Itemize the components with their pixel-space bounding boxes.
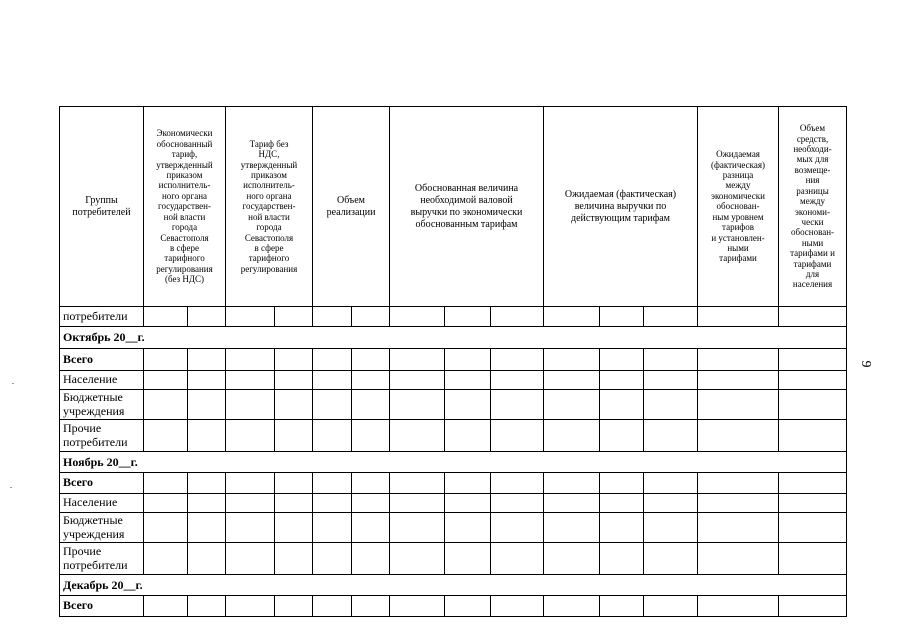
row-label-text: Население <box>63 372 118 387</box>
table-row <box>60 349 847 371</box>
table-cell[interactable] <box>600 390 644 420</box>
table-cell[interactable] <box>491 543 544 575</box>
month-label: Октябрь 20__г. <box>60 327 847 349</box>
table-cell[interactable] <box>313 494 352 513</box>
row-label <box>60 307 144 327</box>
table-cell[interactable] <box>544 513 600 543</box>
table-cell[interactable] <box>352 543 390 575</box>
row-label <box>60 371 144 390</box>
table-cell[interactable] <box>779 596 847 617</box>
table-cell[interactable] <box>491 307 544 327</box>
table-cell[interactable] <box>313 596 352 617</box>
table-cell[interactable] <box>445 349 491 371</box>
row-label-text: Прочие потребители <box>63 421 128 449</box>
table-cell[interactable] <box>390 371 445 390</box>
table-cell[interactable] <box>275 390 313 420</box>
table-cell[interactable] <box>779 543 847 575</box>
table-cell[interactable] <box>352 513 390 543</box>
table-cell[interactable] <box>352 307 390 327</box>
table-cell[interactable] <box>352 420 390 452</box>
table-cell[interactable] <box>544 494 600 513</box>
row-label <box>60 349 144 371</box>
table-cell[interactable] <box>226 390 275 420</box>
table-cell[interactable] <box>779 349 847 371</box>
table-cell[interactable] <box>226 513 275 543</box>
table-cell[interactable] <box>600 494 644 513</box>
table-cell[interactable] <box>544 390 600 420</box>
table-cell[interactable] <box>600 543 644 575</box>
table-cell[interactable] <box>644 494 698 513</box>
table-cell[interactable] <box>390 513 445 543</box>
table-cell[interactable] <box>226 349 275 371</box>
table-cell[interactable] <box>390 596 445 617</box>
table-cell[interactable] <box>698 494 779 513</box>
table-cell[interactable] <box>698 543 779 575</box>
table-cell[interactable] <box>144 390 188 420</box>
table-cell[interactable] <box>600 307 644 327</box>
row-label-text: Всего <box>63 351 93 366</box>
table-row <box>60 513 847 543</box>
header-sales-volume: Объем реализации <box>313 107 390 307</box>
table-cell[interactable] <box>491 349 544 371</box>
table-cell[interactable] <box>544 349 600 371</box>
table-cell[interactable] <box>544 420 600 452</box>
table-row <box>60 543 847 575</box>
table-cell[interactable] <box>445 494 491 513</box>
table-cell[interactable] <box>445 543 491 575</box>
table-cell[interactable] <box>226 371 275 390</box>
table-cell[interactable] <box>313 349 352 371</box>
table-cell[interactable] <box>144 473 188 494</box>
table-cell[interactable] <box>226 543 275 575</box>
tariff-table <box>59 106 847 617</box>
table-cell[interactable] <box>544 596 600 617</box>
row-label <box>60 390 144 420</box>
header-justified-revenue: Обоснованная величина необходимой валовой выручки по экономически обоснованным тарифам <box>390 107 544 307</box>
table-cell[interactable] <box>779 494 847 513</box>
table-cell[interactable] <box>600 596 644 617</box>
table-cell[interactable] <box>390 390 445 420</box>
table-cell[interactable] <box>390 494 445 513</box>
table-cell[interactable] <box>544 307 600 327</box>
table-cell[interactable] <box>313 513 352 543</box>
table-cell[interactable] <box>698 473 779 494</box>
table-cell[interactable] <box>188 307 226 327</box>
header-consumer-groups: Группы потребителей <box>60 107 144 307</box>
table-cell[interactable] <box>698 371 779 390</box>
page-number: 9 <box>858 360 873 368</box>
table-cell[interactable] <box>600 420 644 452</box>
table-cell[interactable] <box>390 307 445 327</box>
table-cell[interactable] <box>779 420 847 452</box>
table-cell[interactable] <box>188 513 226 543</box>
table-cell[interactable] <box>144 349 188 371</box>
table-cell[interactable] <box>491 390 544 420</box>
row-label-text: потребители <box>63 308 128 323</box>
table-cell[interactable] <box>275 371 313 390</box>
table-cell[interactable] <box>226 494 275 513</box>
table-cell[interactable] <box>188 390 226 420</box>
table-cell[interactable] <box>313 420 352 452</box>
month-header-row <box>60 452 847 473</box>
table-cell[interactable] <box>544 473 600 494</box>
table-cell[interactable] <box>698 596 779 617</box>
table-cell[interactable] <box>352 473 390 494</box>
table-cell[interactable] <box>445 390 491 420</box>
table-cell[interactable] <box>445 420 491 452</box>
table-cell[interactable] <box>188 420 226 452</box>
table-cell[interactable] <box>188 596 226 617</box>
table-cell[interactable] <box>188 473 226 494</box>
table-cell[interactable] <box>644 543 698 575</box>
table-cell[interactable] <box>600 371 644 390</box>
table-cell[interactable] <box>491 513 544 543</box>
table-cell[interactable] <box>644 420 698 452</box>
row-label-text: Всего <box>63 598 93 613</box>
row-label <box>60 494 144 513</box>
table-cell[interactable] <box>144 494 188 513</box>
table-cell[interactable] <box>390 420 445 452</box>
table-cell[interactable] <box>144 371 188 390</box>
month-label: Декабрь 20__г. <box>60 575 847 596</box>
table-cell[interactable] <box>226 420 275 452</box>
table-cell[interactable] <box>313 371 352 390</box>
header-econ-tariff: Экономически обоснованный тариф, утвержденный приказом исполнитель- ного органа государствен- ной власти города Севастополя в сфере тарифного регулирования (без НДС) <box>144 107 226 307</box>
table-cell[interactable] <box>275 494 313 513</box>
table-row <box>60 420 847 452</box>
table-cell[interactable] <box>144 596 188 617</box>
table-cell[interactable] <box>188 349 226 371</box>
table-cell[interactable] <box>491 494 544 513</box>
table-cell[interactable] <box>698 420 779 452</box>
table-row <box>60 494 847 513</box>
table-cell[interactable] <box>144 543 188 575</box>
table-cell[interactable] <box>313 307 352 327</box>
row-label-text: Прочие потребители <box>63 544 128 572</box>
row-label <box>60 420 144 452</box>
table-cell[interactable] <box>390 543 445 575</box>
table-cell[interactable] <box>144 420 188 452</box>
header-tariff-no-vat: Тариф без НДС, утвержденный приказом исполнитель- ного органа государствен- ной власти города Севастополя в сфере тарифного регулирования <box>226 107 313 307</box>
table-cell[interactable] <box>313 473 352 494</box>
table-cell[interactable] <box>352 390 390 420</box>
table-cell[interactable] <box>644 371 698 390</box>
table-cell[interactable] <box>698 307 779 327</box>
table-cell[interactable] <box>644 473 698 494</box>
table-cell[interactable] <box>644 307 698 327</box>
header-expected-difference: Ожидаемая (фактическая) разница между экономически обоснован- ным уровнем тарифов и установлен- ными тарифами <box>698 107 779 307</box>
row-label <box>60 513 144 543</box>
table-cell[interactable] <box>445 596 491 617</box>
table-cell[interactable] <box>352 371 390 390</box>
table-cell[interactable] <box>275 420 313 452</box>
table-cell[interactable] <box>779 473 847 494</box>
scan-speck <box>12 383 14 384</box>
header-compensation-volume: Объем средств, необходи- мых для возмеще- ния разницы между экономи- чески обоснован- ными тарифами и тарифами для населения <box>779 107 847 307</box>
row-label <box>60 543 144 575</box>
table-cell[interactable] <box>779 307 847 327</box>
table-cell[interactable] <box>445 371 491 390</box>
table-cell[interactable] <box>779 371 847 390</box>
table-cell[interactable] <box>779 390 847 420</box>
row-label-text: Всего <box>63 475 93 490</box>
table-cell[interactable] <box>600 513 644 543</box>
table-cell[interactable] <box>644 596 698 617</box>
table-cell[interactable] <box>544 543 600 575</box>
row-label-text: Население <box>63 495 118 510</box>
table-cell[interactable] <box>275 307 313 327</box>
month-header-row <box>60 327 847 349</box>
row-label-text: Бюджетные учреждения <box>63 513 125 541</box>
table-cell[interactable] <box>600 349 644 371</box>
table-cell[interactable] <box>644 390 698 420</box>
table-cell[interactable] <box>188 494 226 513</box>
table-cell[interactable] <box>445 473 491 494</box>
table-cell[interactable] <box>226 473 275 494</box>
table-cell[interactable] <box>275 473 313 494</box>
table-row <box>60 371 847 390</box>
table-cell[interactable] <box>698 513 779 543</box>
table-cell[interactable] <box>313 390 352 420</box>
table-cell[interactable] <box>226 307 275 327</box>
table-cell[interactable] <box>491 473 544 494</box>
table-cell[interactable] <box>352 349 390 371</box>
table-cell[interactable] <box>698 349 779 371</box>
table-cell[interactable] <box>188 371 226 390</box>
table-cell[interactable] <box>144 513 188 543</box>
table-cell[interactable] <box>275 349 313 371</box>
scan-speck <box>10 487 12 488</box>
table-cell[interactable] <box>600 473 644 494</box>
table-cell[interactable] <box>275 543 313 575</box>
table-cell[interactable] <box>390 473 445 494</box>
table-row <box>60 307 847 327</box>
table-cell[interactable] <box>491 371 544 390</box>
table-row <box>60 596 847 617</box>
table-cell[interactable] <box>275 596 313 617</box>
header-expected-revenue: Ожидаемая (фактическая) величина выручки по действующим тарифам <box>544 107 698 307</box>
table-cell[interactable] <box>188 543 226 575</box>
table-cell[interactable] <box>390 349 445 371</box>
table-cell[interactable] <box>445 307 491 327</box>
table-cell[interactable] <box>698 390 779 420</box>
table-cell[interactable] <box>226 596 275 617</box>
table-cell[interactable] <box>491 596 544 617</box>
table-cell[interactable] <box>544 371 600 390</box>
row-label <box>60 596 144 617</box>
month-label: Ноябрь 20__г. <box>60 452 847 473</box>
table-row <box>60 390 847 420</box>
table-row <box>60 473 847 494</box>
month-header-row <box>60 575 847 596</box>
table-cell[interactable] <box>445 513 491 543</box>
table-cell[interactable] <box>644 349 698 371</box>
table-cell[interactable] <box>352 596 390 617</box>
table-cell[interactable] <box>352 494 390 513</box>
table-cell[interactable] <box>491 420 544 452</box>
table-cell[interactable] <box>144 307 188 327</box>
table-cell[interactable] <box>313 543 352 575</box>
row-label-text: Бюджетные учреждения <box>63 390 125 418</box>
table-cell[interactable] <box>275 513 313 543</box>
header-row <box>60 107 847 307</box>
table-cell[interactable] <box>644 513 698 543</box>
row-label <box>60 473 144 494</box>
table-cell[interactable] <box>779 513 847 543</box>
